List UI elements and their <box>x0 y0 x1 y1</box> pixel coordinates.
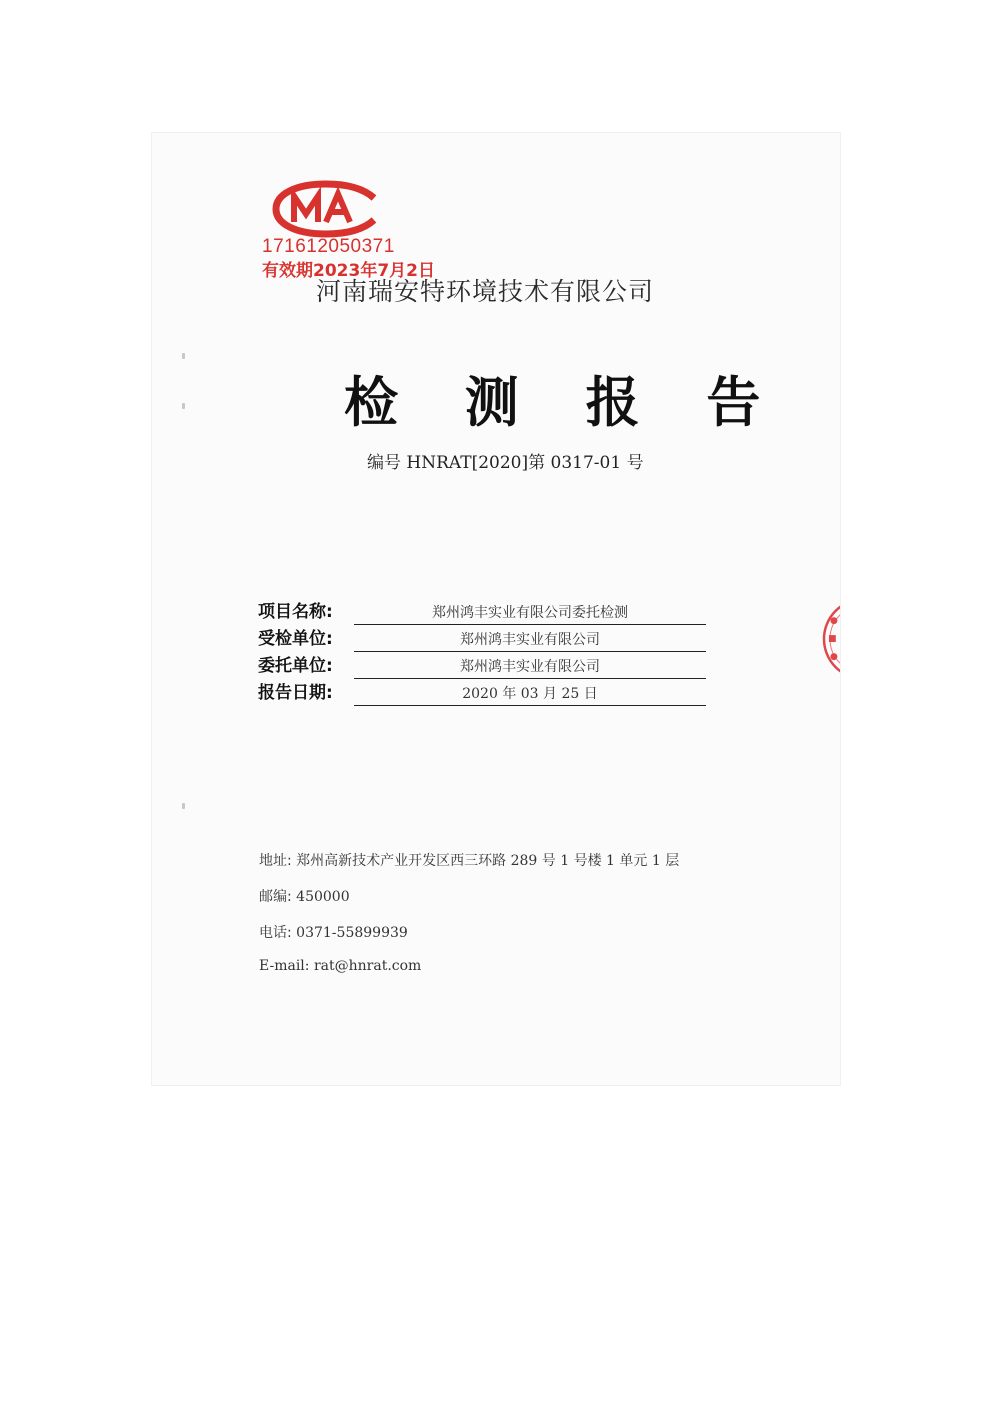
seal-icon <box>818 593 840 685</box>
email-value: rat@hnrat.com <box>313 958 422 974</box>
inspected-unit-value: 郑州鸿丰实业有限公司 <box>354 629 706 652</box>
svg-text:●: ● <box>830 616 838 626</box>
report-number: 编号 HNRAT[2020]第 0317-01 号 <box>367 453 644 473</box>
project-name-value: 郑州鸿丰实业有限公司委托检测 <box>354 602 706 625</box>
phone-label: 电话: <box>259 925 292 941</box>
client-unit-label: 委托单位: <box>258 656 333 676</box>
email-line <box>259 958 779 994</box>
report-date-value: 2020 年 03 月 25 日 <box>354 683 706 706</box>
company-seal-partial <box>818 593 840 685</box>
address-line <box>259 850 779 886</box>
postcode-label: 邮编: <box>259 889 292 905</box>
project-name-label: 项目名称: <box>258 602 333 622</box>
info-row-date <box>258 679 706 706</box>
cma-number: 171612050371 <box>262 236 395 257</box>
info-row-inspected <box>258 625 706 652</box>
company-name: 河南瑞安特环境技术有限公司 <box>316 277 655 306</box>
binding-mark <box>182 803 185 809</box>
svg-text:●: ● <box>830 652 838 662</box>
inspected-unit-label: 受检单位: <box>258 629 333 649</box>
address-label: 地址: <box>259 853 292 869</box>
page-title: 检 测 报 告 <box>344 371 785 434</box>
info-row-client <box>258 652 706 679</box>
client-unit-value: 郑州鸿丰实业有限公司 <box>354 656 706 679</box>
binding-mark <box>182 353 185 359</box>
contact-block <box>259 850 779 994</box>
phone-line <box>259 922 779 958</box>
binding-mark <box>182 403 185 409</box>
cma-validity: 有效期2023年7月2日 <box>262 261 435 281</box>
report-date-label: 报告日期: <box>258 683 333 703</box>
postcode-line <box>259 886 779 922</box>
postcode-value: 450000 <box>296 889 350 905</box>
cma-stamp <box>262 180 435 281</box>
svg-text:■: ■ <box>828 634 837 644</box>
info-row-project <box>258 598 706 625</box>
address-value: 郑州高新技术产业开发区西三环路 289 号 1 号楼 1 单元 1 层 <box>296 853 680 869</box>
phone-value: 0371-55899939 <box>296 925 408 941</box>
cma-logo-icon <box>268 180 388 238</box>
report-info-table <box>258 598 706 706</box>
email-label: E-mail: <box>259 958 310 974</box>
